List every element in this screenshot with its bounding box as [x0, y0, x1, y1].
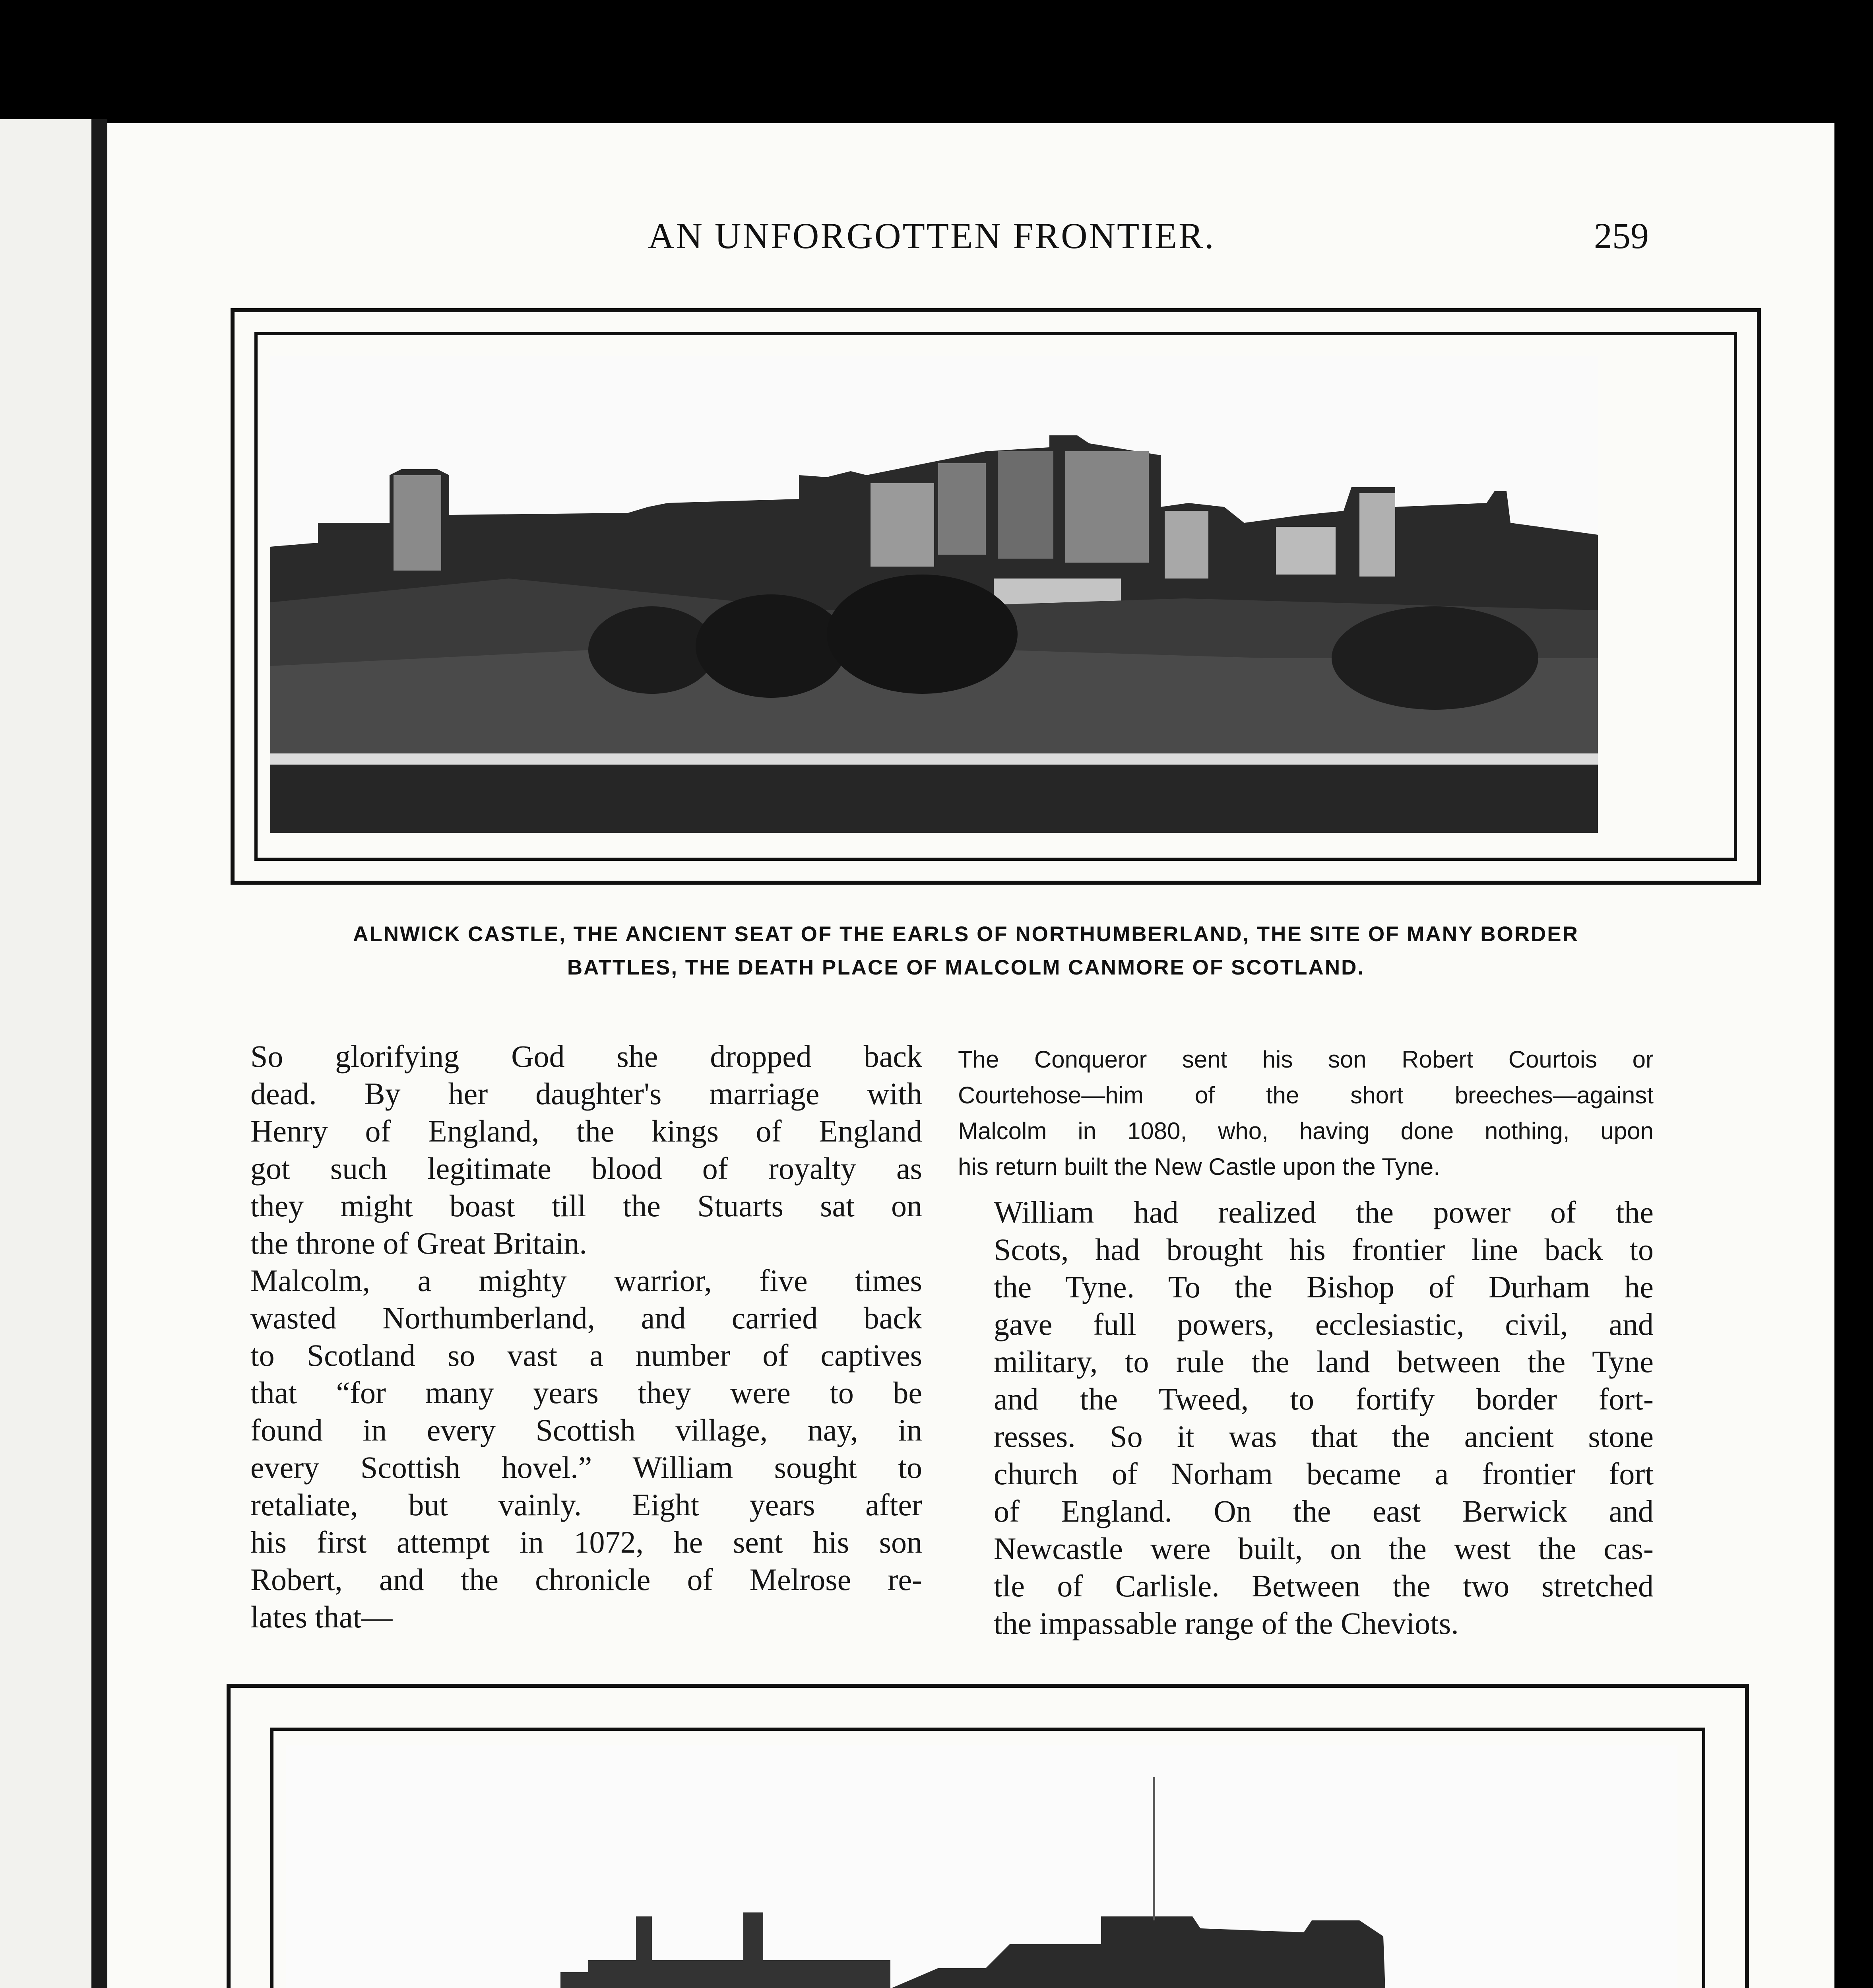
text-line: William had realized the power of the: [994, 1195, 1654, 1229]
caption-line: ALNWICK CASTLE, THE ANCIENT SEAT OF THE EARLS OF NORTHUMBERLAND, THE SITE OF MANY BORDER: [353, 922, 1579, 946]
alnwick-castle-plate: [231, 308, 1761, 885]
facing-page-edge: [0, 119, 107, 1988]
text-line: resses. So it was that the ancient stone: [994, 1419, 1654, 1454]
text-line: gave full powers, ecclesiastic, civil, and: [994, 1307, 1654, 1342]
text-line: Henry of England, the kings of England: [250, 1114, 922, 1148]
text-line: tle of Carlisle. Between the two stretched: [994, 1569, 1654, 1603]
paragraph: [215, 1038, 922, 1262]
text-line: wasted Northumberland, and carried back: [250, 1301, 922, 1335]
text-line: the impassable range of the Cheviots.: [994, 1606, 1459, 1640]
quote-line: The Conqueror sent his son Robert Courtois or: [958, 1046, 1654, 1073]
text-line: military, to rule the land between the Tyne: [994, 1344, 1654, 1379]
alnwick-castle-photo: [270, 356, 1598, 833]
text-line: lates that—: [250, 1600, 393, 1634]
quote-line: his return built the New Castle upon the Tyne.: [958, 1153, 1440, 1180]
text-line: the throne of Great Britain.: [250, 1226, 587, 1260]
paragraph: [215, 1262, 922, 1636]
text-line: dead. By her daughter's marriage with: [250, 1076, 922, 1111]
text-line: got such legitimate blood of royalty as: [250, 1151, 922, 1186]
text-line: they might boast till the Stuarts sat on: [250, 1188, 922, 1223]
caption-line: BATTLES, THE DEATH PLACE OF MALCOLM CANMORE OF SCOTLAND.: [567, 956, 1365, 979]
text-line: to Scotland so vast a number of captives: [250, 1338, 922, 1373]
text-line: and the Tweed, to fortify border fort-: [994, 1382, 1654, 1416]
left-column: [215, 1038, 922, 1636]
quote-line: Courtehose—him of the short breeches—against: [958, 1082, 1654, 1109]
text-line: Robert, and the chronicle of Melrose re-: [250, 1562, 922, 1597]
text-line: the Tyne. To the Bishop of Durham he: [994, 1270, 1654, 1304]
text-line: church of Norham became a frontier fort: [994, 1456, 1654, 1491]
alnwick-castle-caption: [187, 918, 1745, 984]
carlisle-castle-photo: [286, 1745, 1677, 1988]
page-number: 259: [1594, 215, 1649, 256]
running-head: [107, 215, 1834, 262]
text-line: every Scottish hovel.” William sought to: [250, 1450, 922, 1485]
paragraph: [958, 1194, 1654, 1642]
quote-line: Malcolm in 1080, who, having done nothing, upon: [958, 1118, 1654, 1144]
text-line: So glorifying God she dropped back: [250, 1039, 922, 1074]
text-line: retaliate, but vainly. Eight years after: [250, 1487, 922, 1522]
text-line: found in every Scottish village, nay, in: [250, 1413, 922, 1447]
running-head-title: AN UNFORGOTTEN FRONTIER.: [648, 215, 1216, 256]
right-column: [958, 1042, 1654, 1642]
text-line: his first attempt in 1072, he sent his son: [250, 1525, 922, 1559]
text-line: Newcastle were built, on the west the cas-: [994, 1531, 1654, 1566]
block-quote: [958, 1042, 1654, 1185]
carlisle-castle-plate: [227, 1684, 1749, 1988]
book-page: [107, 123, 1834, 1988]
text-line: Scots, had brought his frontier line back to: [994, 1232, 1654, 1267]
text-line: that “for many years they were to be: [250, 1375, 922, 1410]
text-line: of England. On the east Berwick and: [994, 1494, 1654, 1528]
text-line: Malcolm, a mighty warrior, five times: [250, 1263, 922, 1298]
